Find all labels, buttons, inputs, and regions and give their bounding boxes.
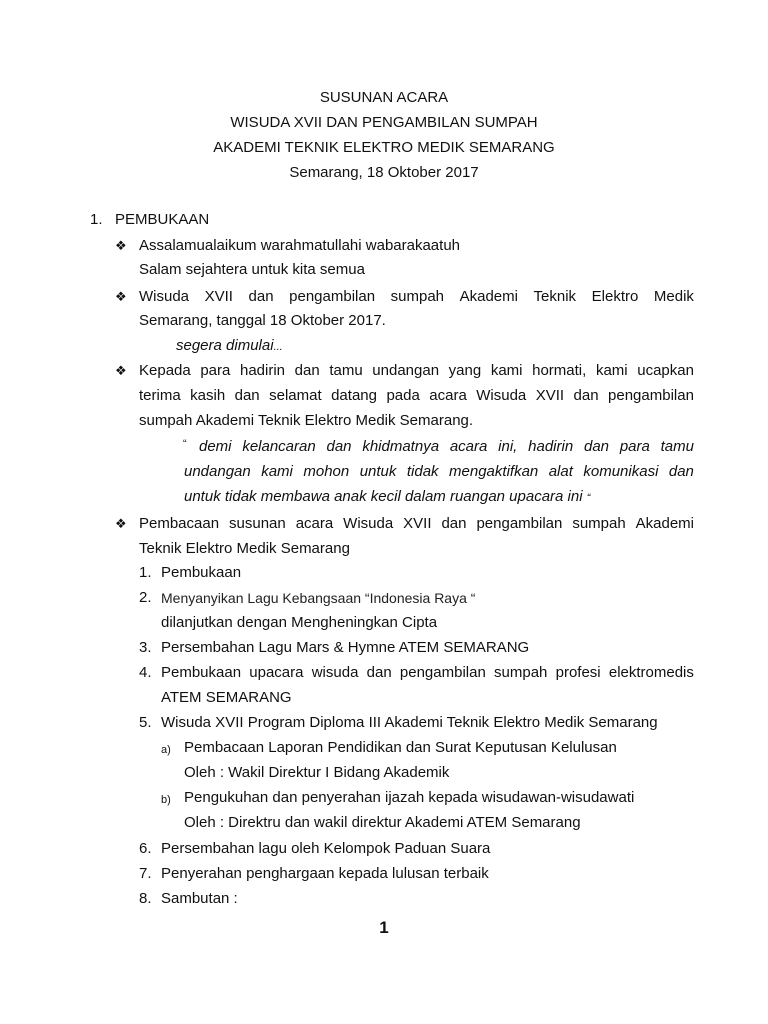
agenda-item: Penyerahan penghargaan kepada lulusan terbaik	[161, 865, 489, 882]
page-number: 1	[379, 918, 389, 937]
quote-line2: undangan kami mohon untuk tidak mengaktifkan alat komunikasi dan	[184, 463, 694, 480]
agenda-item: Persembahan lagu oleh Kelompok Paduan Suara	[161, 840, 491, 857]
agenda-item: Wisuda XVII Program Diploma III Akademi Teknik Elektro Medik Semarang	[161, 714, 658, 731]
bullet1-line1: Assalamualaikum warahmatullahi wabarakaatuh	[139, 237, 460, 254]
sub-item-cont: Oleh : Wakil Direktur I Bidang Akademik	[184, 764, 450, 781]
agenda-number: 6.	[139, 840, 152, 857]
bullet-icon: ❖	[115, 238, 127, 253]
document-header	[0, 85, 768, 185]
bullet4-line2: Teknik Elektro Medik Semarang	[139, 540, 350, 557]
sub-item: Pengukuhan dan penyerahan ijazah kepada wisudawan-wisudawati	[184, 789, 635, 806]
agenda-number: 1.	[139, 564, 152, 581]
agenda-item: Persembahan Lagu Mars & Hymne ATEM SEMARANG	[161, 639, 530, 656]
sub-item-letter: b)	[161, 794, 171, 806]
agenda-item: Pembukaan upacara wisuda dan pengambilan sumpah profesi elektromedis	[161, 664, 694, 681]
agenda-item: Menyanyikan Lagu Kebangsaan “Indonesia Raya “	[161, 590, 476, 606]
bullet4-line1: Pembacaan susunan acara Wisuda XVII dan pengambilan sumpah Akademi	[139, 515, 694, 532]
agenda-number: 8.	[139, 890, 152, 907]
bullet-icon: ❖	[115, 516, 127, 531]
header-title: SUSUNAN ACARA	[319, 89, 449, 106]
bullet3-line2: terima kasih dan selamat datang pada acara Wisuda XVII dan pengambilan	[139, 387, 694, 404]
bullet3-line1: Kepada para hadirin dan tamu undangan yang kami hormati, kami ucapkan	[139, 362, 694, 379]
header-institution: AKADEMI TEKNIK ELEKTRO MEDIK SEMARANG	[213, 139, 555, 156]
quote-line3: untuk tidak membawa anak kecil dalam ruangan upacara ini “	[184, 488, 591, 505]
agenda-number: 4.	[139, 664, 152, 681]
header-event: WISUDA XVII DAN PENGAMBILAN SUMPAH	[230, 114, 538, 131]
agenda-number: 2.	[139, 589, 152, 606]
bullet2-line1: Wisuda XVII dan pengambilan sumpah Akademi Teknik Elektro Medik	[139, 288, 694, 305]
bullet-icon: ❖	[115, 289, 127, 304]
agenda-item-cont: ATEM SEMARANG	[161, 689, 292, 706]
agenda-item: Sambutan :	[161, 890, 238, 907]
agenda-number: 5.	[139, 714, 152, 731]
agenda-item: Pembukaan	[161, 564, 242, 581]
sub-item: Pembacaan Laporan Pendidikan dan Surat Keputusan Kelulusan	[184, 739, 617, 756]
bullet1-line2: Salam sejahtera untuk kita semua	[139, 261, 365, 278]
sub-item-letter: a)	[161, 744, 171, 756]
section-number: 1.	[90, 211, 103, 228]
quote-open-mark: “	[183, 438, 187, 450]
bullet2-italic: segera dimulai...	[176, 337, 283, 354]
agenda-number: 3.	[139, 639, 152, 656]
header-date: Semarang, 18 Oktober 2017	[289, 164, 479, 181]
sub-item-cont: Oleh : Direktru dan wakil direktur Akademi ATEM Semarang	[184, 814, 581, 831]
section-title: PEMBUKAAN	[115, 211, 210, 228]
quote-line1: demi kelancaran dan khidmatnya acara ini, hadirin dan para tamu	[199, 438, 694, 455]
bullet2-line2: Semarang, tanggal 18 Oktober 2017.	[139, 312, 386, 329]
agenda-number: 7.	[139, 865, 152, 882]
bullet-icon: ❖	[115, 363, 127, 378]
agenda-item-cont: dilanjutkan dengan Mengheningkan Cipta	[161, 614, 438, 631]
bullet3-line3: sumpah Akademi Teknik Elektro Medik Semarang.	[139, 412, 474, 429]
